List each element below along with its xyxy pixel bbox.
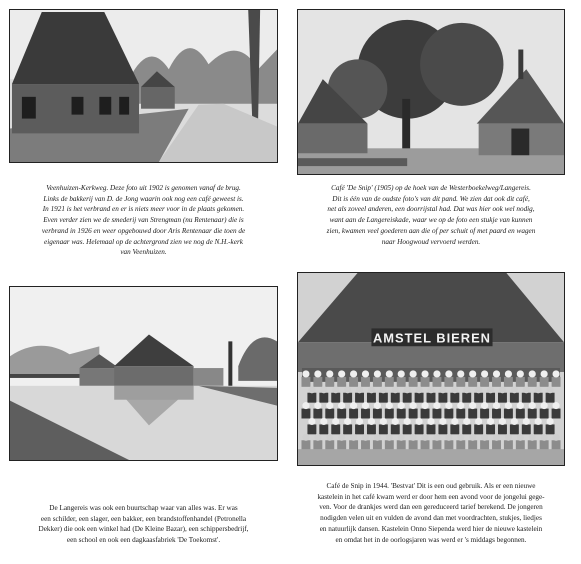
caption-langereis: De Langereis was ook een buurtschap waar van alles was. Er was een schilder, een slager, een bakker, een brandstoffenhandel (Petronella Dekker) die ook een winkel had (De Kleine Bazar), een schippersbedrijf, een school en ook een dagkaasfabriek 'De Toekomst'. [38, 504, 249, 545]
cafe-1905-illustration [298, 10, 564, 174]
langereis-illustration [10, 287, 277, 460]
caption-veenhuizen-kerkweg: Veenhuizen-Kerkweg. Deze foto uit 1902 is genomen vanaf de brug. Links de bakkerij van D. de Jong waarin ook nog een café geweest is. In 1921 is het verbrand en er is niets meer voor in de plaats gekomen. Even verder zien we de smederij van Strengman (nu Rentenaar) die is verbrand in 1926 en weer opgebouwd door Aris Rentenaar die toen de eigenaar was. Helemaal op de achtergrond zien we nog de N.H.-kerk van Veenhuizen. [41, 184, 246, 257]
caption-cafe-de-snip-1944: Café de Snip in 1944. 'Bestvat' Dit is een oud gebruik. Als er een nieuwe kastelein in het café kwam werd er door hem een avond voor de jongelui gege- ven. Voor de drankjes werd dan een gereduceerd tarief berekend. De jongeren nodigden velen uit en vulden de avond dan met voordrachten, stukjes, liedjes en natuurlijk dansen. Kastelein Onno Siependa werd hier de nieuwe kastelein en omdat het in de oorlogsjaren was werd er 's middags begonnen. [317, 482, 545, 544]
photo-cafe-de-snip-1944 [297, 272, 565, 466]
photo-langereis [9, 286, 278, 461]
cafe-sign: AMSTEL BIEREN [373, 330, 491, 346]
street-scene-illustration [10, 10, 277, 162]
photo-cafe-de-snip-1905 [297, 9, 565, 175]
caption-cafe-de-snip-1905: Café 'De Snip' (1905) op de hoek van de Westerboekelweg/Langereis. Dit is één van de oudste foto's van dit pand. We zien dat ook dit café, net als zoveel anderen, een doorrijstal had. Dat was hier ook wel nodig, want aan de Langereiskade, waar we op de foto een stukje van kunnen zien, kwamen veel goederen aan die of per schuit of met paard en wagen naar Hoogwoud vervoerd werden. [326, 184, 536, 246]
cafe-1944-group-illustration [298, 273, 564, 465]
photo-veenhuizen-kerkweg [9, 9, 278, 163]
